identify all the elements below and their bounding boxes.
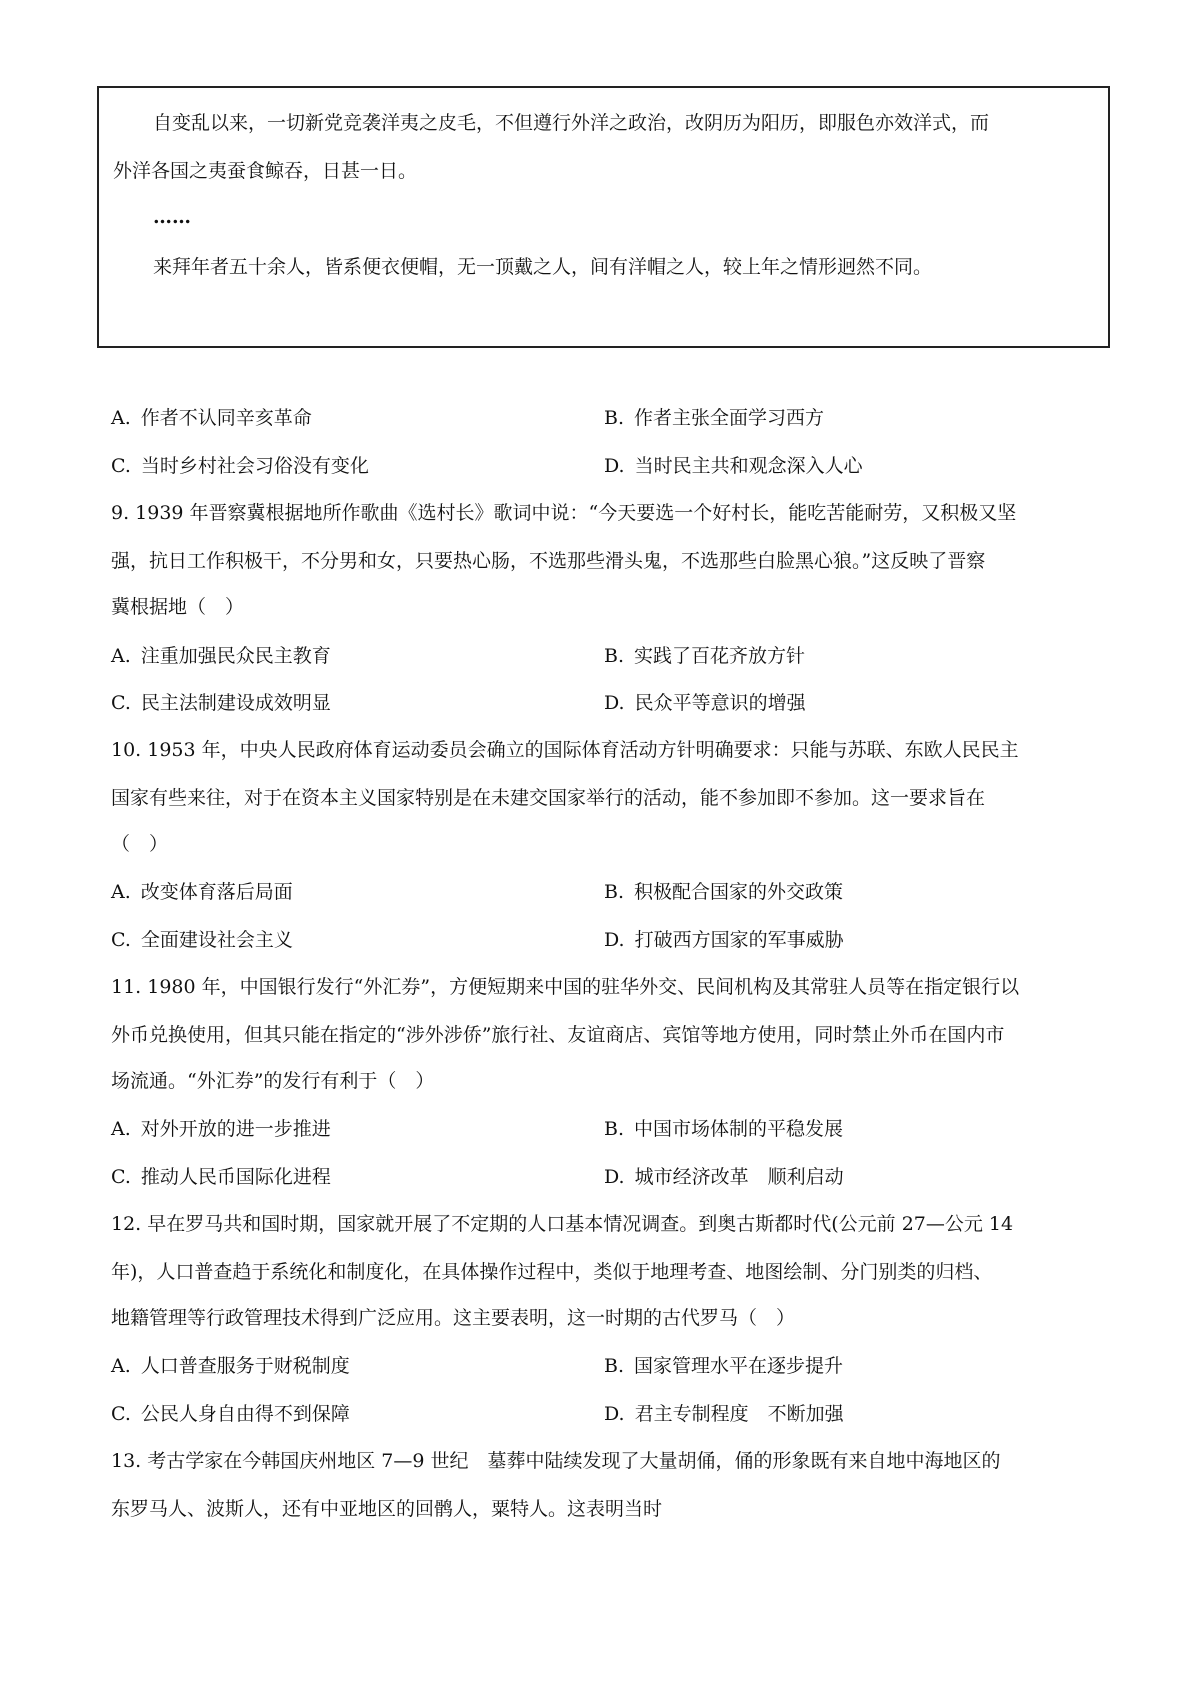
- question-13-stem: 东罗马人、波斯人，还有中亚地区的回鹘人，粟特人。这表明当时: [111, 1498, 663, 1520]
- option-letter: D.: [604, 1403, 625, 1425]
- option-text: 民众平等意识的增强: [634, 692, 806, 714]
- option-c: [111, 931, 293, 950]
- option-text: 全面建设社会主义: [140, 929, 293, 951]
- question-13-stem: 13. 考古学家在今韩国庆州地区 7—9 世纪 墓葬中陆续发现了大量胡俑，俑的形象既有来自地中海地区的: [111, 1450, 1001, 1472]
- option-text: 打破西方国家的军事威胁: [634, 929, 844, 951]
- option-text: 中国市场体制的平稳发展: [634, 1118, 844, 1140]
- option-text: 公民人身自由得不到保障: [140, 1403, 350, 1425]
- question-10-stem: （ ）: [111, 833, 169, 855]
- option-text: 民主法制建设成效明显: [140, 692, 331, 714]
- option-text: 作者不认同辛亥革命: [140, 407, 312, 429]
- option-a: [111, 883, 293, 902]
- option-d: [604, 694, 806, 713]
- option-letter: C.: [111, 1166, 131, 1188]
- option-letter: A.: [111, 881, 131, 903]
- option-letter: C.: [111, 929, 131, 951]
- quote-line: 自变乱以来，一切新党竞袭洋夷之皮毛，不但遵行外洋之政治，改阴历为阳历，即服色亦效洋式，而: [153, 112, 990, 134]
- option-letter: C.: [111, 1403, 131, 1425]
- question-11-stem: 11. 1980 年，中国银行发行“外汇券”，方便短期来中国的驻华外交、民间机构及其常驻人员等在指定银行以: [111, 976, 1020, 998]
- question-9-stem: 9. 1939 年晋察冀根据地所作歌曲《选村长》歌词中说：“今天要选一个好村长，能吃苦能耐劳，又积极又坚: [111, 502, 1017, 524]
- option-a: [111, 409, 312, 428]
- option-letter: C.: [111, 692, 131, 714]
- option-letter: B.: [604, 645, 625, 667]
- option-c: [111, 1168, 331, 1187]
- option-letter: A.: [111, 645, 131, 667]
- option-c: [111, 457, 369, 476]
- option-b: [604, 409, 824, 428]
- option-c: [111, 694, 331, 713]
- option-letter: A.: [111, 1118, 131, 1140]
- option-b: [604, 1357, 843, 1376]
- option-text: 人口普查服务于财税制度: [140, 1355, 350, 1377]
- question-11-stem: 场流通。“外汇券”的发行有利于（ ）: [111, 1070, 435, 1092]
- option-text: 注重加强民众民主教育: [140, 645, 331, 667]
- question-12-stem: 年)，人口普查趋于系统化和制度化，在具体操作过程中，类似于地理考查、地图绘制、分门别类的归档、: [111, 1261, 993, 1283]
- option-letter: D.: [604, 692, 625, 714]
- quote-ellipsis: ……: [153, 206, 191, 228]
- option-letter: A.: [111, 1355, 131, 1377]
- option-b: [604, 1120, 843, 1139]
- option-letter: B.: [604, 407, 625, 429]
- option-text: 推动人民币国际化进程: [140, 1166, 331, 1188]
- option-letter: C.: [111, 455, 131, 477]
- question-11-stem: 外币兑换使用，但其只能在指定的“涉外涉侨”旅行社、友谊商店、宾馆等地方使用，同时禁止外币在国内市: [111, 1024, 1005, 1046]
- option-letter: D.: [604, 455, 625, 477]
- option-text: 对外开放的进一步推进: [140, 1118, 331, 1140]
- option-text: 君主专制程度 不断加强: [634, 1403, 844, 1425]
- question-10-stem: 国家有些来往，对于在资本主义国家特别是在未建交国家举行的活动，能不参加即不参加。这一要求旨在: [111, 787, 986, 809]
- question-10-stem: 10. 1953 年，中央人民政府体育运动委员会确立的国际体育活动方针明确要求：只能与苏联、东欧人民民主: [111, 739, 1019, 761]
- option-text: 改变体育落后局面: [140, 881, 293, 903]
- option-text: 实践了百花齐放方针: [634, 645, 806, 667]
- option-c: [111, 1405, 350, 1424]
- question-12-stem: 地籍管理等行政管理技术得到广泛应用。这主要表明，这一时期的古代罗马（ ）: [111, 1307, 796, 1329]
- option-text: 当时乡村社会习俗没有变化: [140, 455, 369, 477]
- option-letter: D.: [604, 1166, 625, 1188]
- option-a: [111, 1120, 331, 1139]
- option-letter: B.: [604, 1118, 625, 1140]
- option-b: [604, 647, 805, 666]
- option-d: [604, 1405, 844, 1424]
- option-d: [604, 457, 863, 476]
- option-text: 当时民主共和观念深入人心: [634, 455, 863, 477]
- option-letter: D.: [604, 929, 625, 951]
- quote-line: 来拜年者五十余人，皆系便衣便帽，无一顶戴之人，间有洋帽之人，较上年之情形迥然不同。: [153, 256, 933, 278]
- option-text: 积极配合国家的外交政策: [634, 881, 844, 903]
- option-d: [604, 931, 844, 950]
- option-a: [111, 1357, 350, 1376]
- quote-line: 外洋各国之夷蚕食鲸吞，日甚一日。: [113, 160, 418, 182]
- option-text: 作者主张全面学习西方: [634, 407, 825, 429]
- option-d: [604, 1168, 844, 1187]
- question-9-stem: 强，抗日工作积极干，不分男和女，只要热心肠，不选那些滑头鬼，不选那些白脸黑心狼。”这反映了晋察: [111, 550, 986, 572]
- option-b: [604, 883, 843, 902]
- option-letter: B.: [604, 881, 625, 903]
- option-a: [111, 647, 331, 666]
- question-12-stem: 12. 早在罗马共和国时期，国家就开展了不定期的人口基本情况调查。到奥古斯都时代(公元前 27—公元 14: [111, 1213, 1014, 1235]
- option-letter: A.: [111, 407, 131, 429]
- question-9-stem: 冀根据地（ ）: [111, 596, 245, 618]
- option-text: 国家管理水平在逐步提升: [634, 1355, 844, 1377]
- option-text: 城市经济改革 顺利启动: [634, 1166, 844, 1188]
- option-letter: B.: [604, 1355, 625, 1377]
